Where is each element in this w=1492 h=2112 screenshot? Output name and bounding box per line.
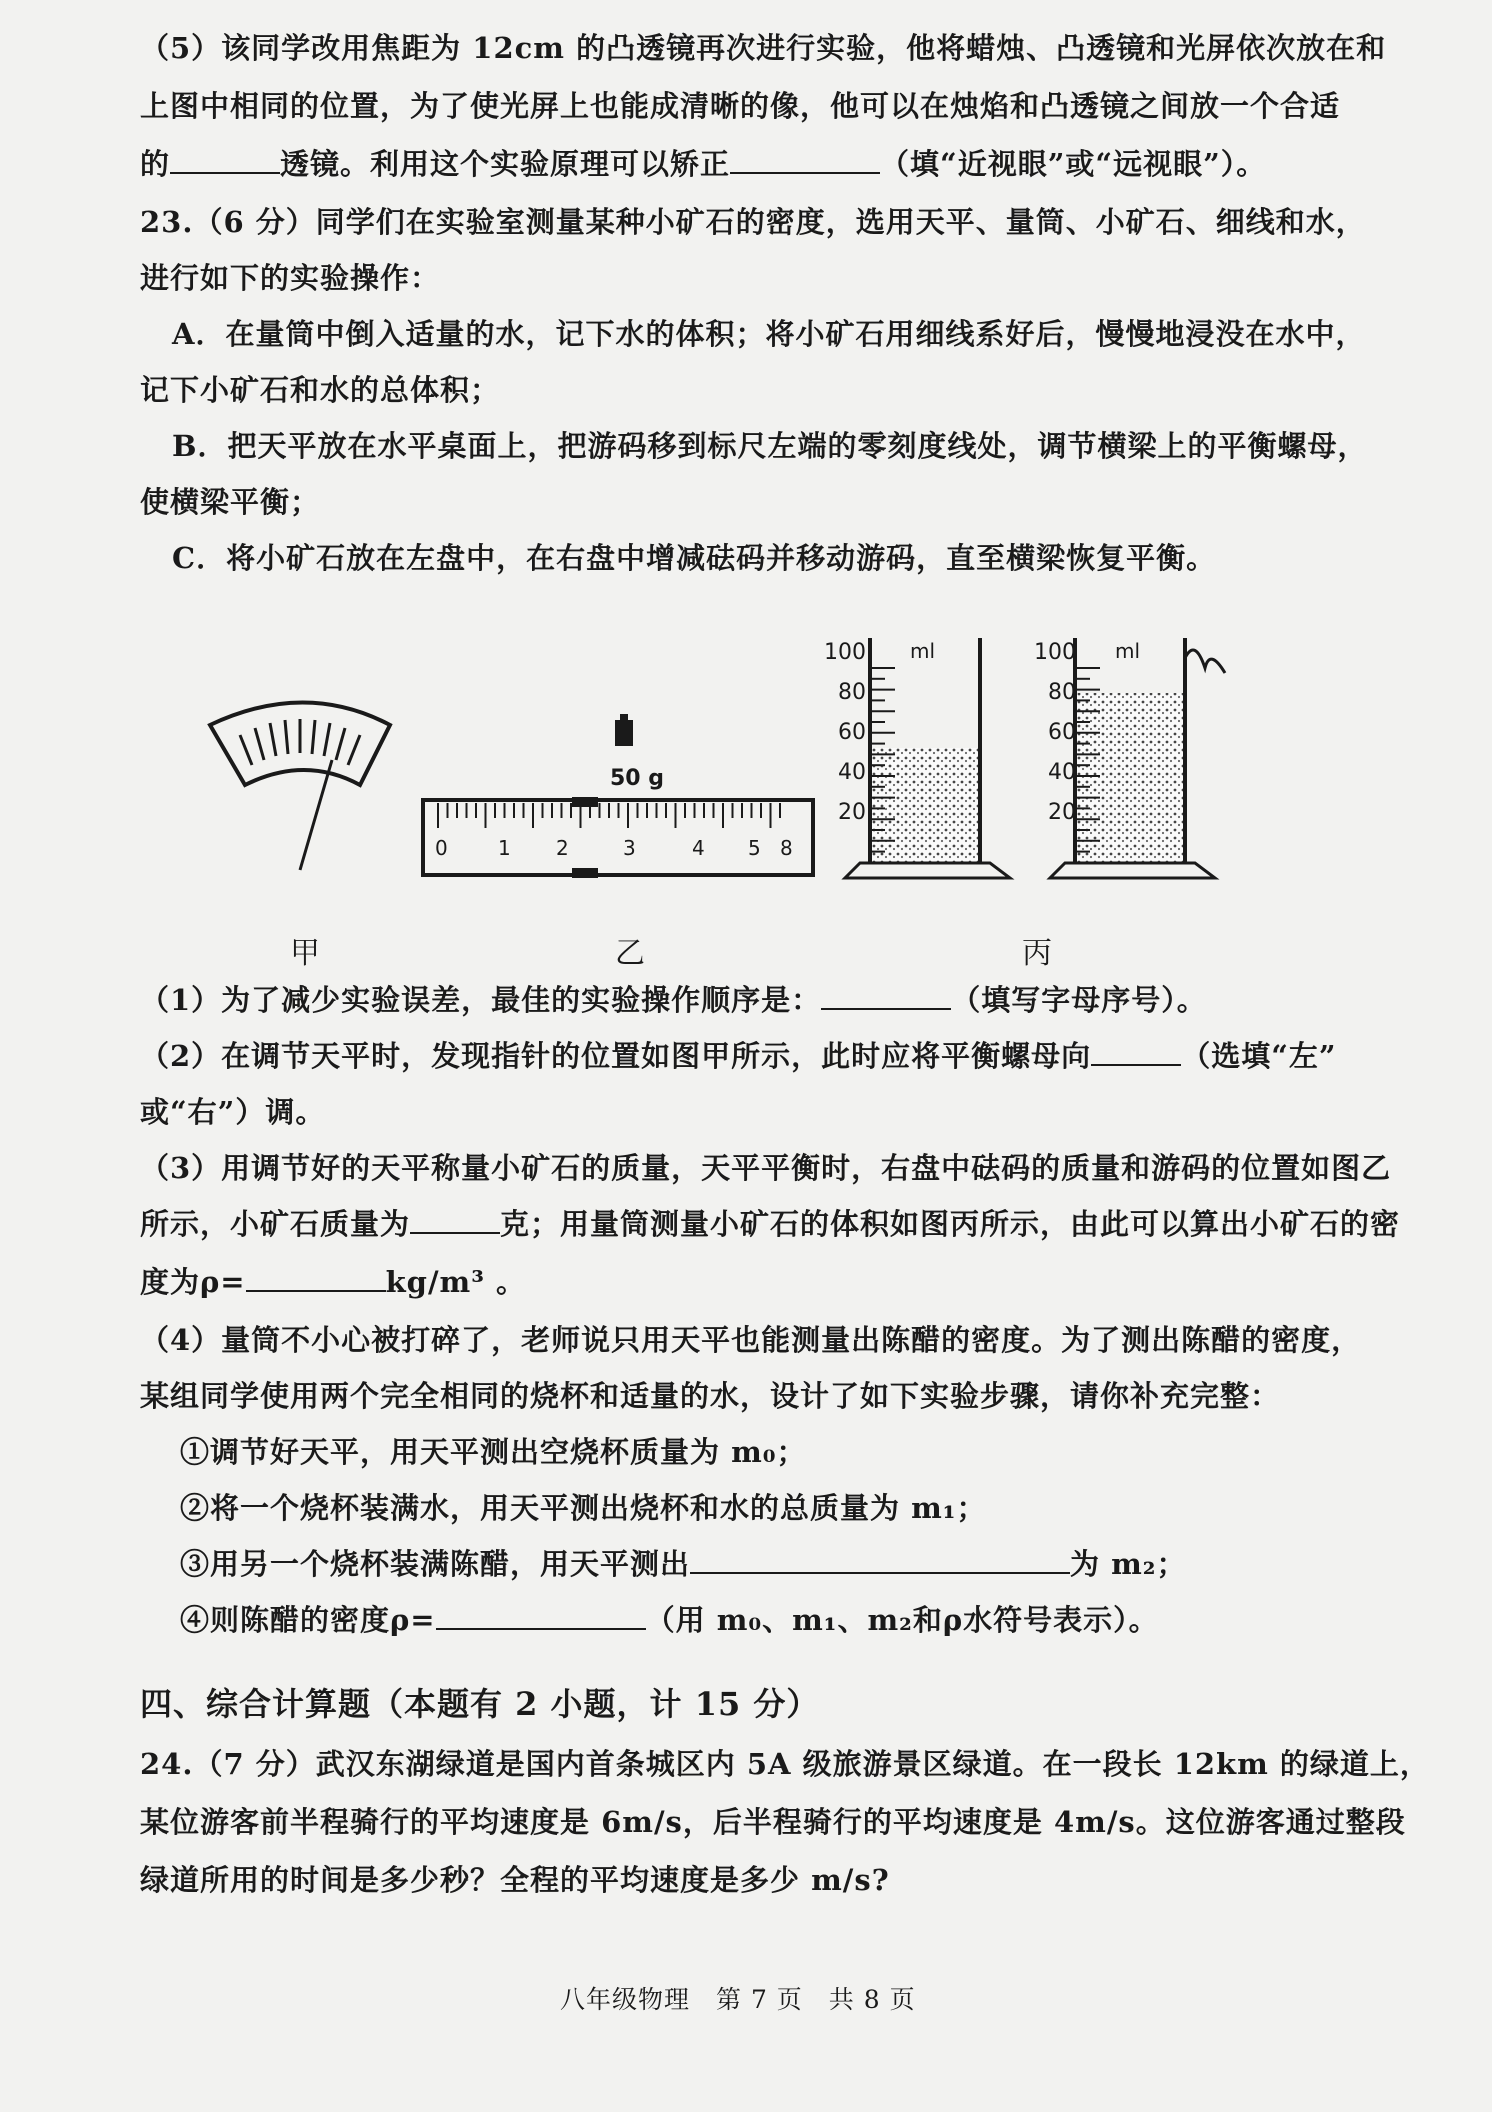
q23-part3-text-d: kg/m³ 。 xyxy=(385,1265,527,1299)
ruler-number: 3 xyxy=(623,836,636,860)
q24-line3: 绿道所用的时间是多少秒？全程的平均速度是多少 m/s? xyxy=(140,1863,890,1897)
figure-yi-rider-scale xyxy=(420,700,820,890)
q23-step-a-line2: 记下小矿石和水的总体积； xyxy=(140,373,501,407)
page-footer: 八年级物理 第 7 页 共 8 页 xyxy=(560,1985,916,2014)
q22-5-text-a: 的 xyxy=(140,147,171,181)
cylinder-scale-label: 80 xyxy=(1048,680,1076,705)
ruler-number: 5 xyxy=(748,836,761,860)
answer-blank[interactable] xyxy=(730,144,880,174)
ruler-number: 2 xyxy=(556,836,569,860)
ruler-number: 1 xyxy=(498,836,511,860)
q23-part4-line1: （4）量筒不小心被打碎了，老师说只用天平也能测量出陈醋的密度。为了测出陈醋的密度， xyxy=(140,1323,1362,1357)
cylinder-scale-label: 100 xyxy=(824,640,866,665)
figure-jia-balance-pointer xyxy=(200,690,410,880)
q23-step-b-line1: B．把天平放在水平桌面上，把游码移到标尺左端的零刻度线处，调节横梁上的平衡螺母， xyxy=(172,429,1368,463)
rider-marker xyxy=(572,797,598,807)
figure-label-jia: 甲 xyxy=(290,936,320,971)
figure-bing-cylinder-stone xyxy=(1045,628,1245,888)
cylinder-unit: ml xyxy=(1115,639,1141,663)
q23-part4-step2: ②将一个烧杯装满水，用天平测出烧杯和水的总质量为 m₁； xyxy=(180,1491,987,1525)
q23-step-b-line2: 使横梁平衡； xyxy=(140,485,321,519)
figure-label-bing: 丙 xyxy=(1022,936,1052,971)
q23-part4-step1: ①调节好天平，用天平测出空烧杯质量为 m₀； xyxy=(180,1435,807,1469)
answer-blank[interactable] xyxy=(410,1204,500,1234)
ruler-number: 0 xyxy=(435,836,448,860)
ruler-number: 4 xyxy=(692,836,705,860)
q23-part3-line3 xyxy=(140,1262,526,1302)
cylinder-scale-label: 20 xyxy=(1048,800,1076,825)
cylinder-scale-label: 60 xyxy=(838,720,866,745)
q23-part1-text-b: （填写字母序号）。 xyxy=(951,983,1207,1017)
q23-step-c: C．将小矿石放在左盘中，在右盘中增减砝码并移动游码，直至横梁恢复平衡。 xyxy=(172,541,1217,575)
ruler-number: 8 xyxy=(780,836,793,860)
cylinder-scale-label: 40 xyxy=(838,760,866,785)
q22-5-line3 xyxy=(140,144,1266,184)
q23-part2-text-b: （选填“左” xyxy=(1181,1039,1337,1073)
q23-step4-text-b: （用 m₀、m₁、m₂和ρ水符号表示）。 xyxy=(645,1603,1159,1637)
q23-part4-step3 xyxy=(180,1544,1187,1584)
q23-part1 xyxy=(140,980,1207,1020)
cylinder-scale-label: 100 xyxy=(1034,640,1076,665)
q22-5-text-c: （填“近视眼”或“远视眼”）。 xyxy=(880,147,1267,181)
q22-5-line2: 上图中相同的位置，为了使光屏上也能成清晰的像，他可以在烛焰和凸透镜之间放一个合适 xyxy=(140,89,1341,123)
q23-part3-line2 xyxy=(140,1204,1400,1244)
section4-title: 四、综合计算题（本题有 2 小题，计 15 分） xyxy=(140,1685,820,1723)
q23-part1-text-a: （1）为了减少实验误差，最佳的实验操作顺序是： xyxy=(140,983,822,1017)
q22-5-text-b: 透镜。利用这个实验原理可以矫正 xyxy=(280,147,731,181)
q22-5-line1: （5）该同学改用焦距为 12cm 的凸透镜再次进行实验，他将蜡烛、凸透镜和光屏依次放在和 xyxy=(140,31,1387,65)
q23-part4-step4 xyxy=(180,1600,1159,1640)
q24-line2: 某位游客前半程骑行的平均速度是 6m/s，后半程骑行的平均速度是 4m/s。这位游客通过整段 xyxy=(140,1805,1406,1839)
q23-part3-text-c: 度为ρ= xyxy=(140,1265,246,1299)
thread-line xyxy=(1185,650,1225,673)
q23-step-a-line1: A．在量筒中倒入适量的水，记下水的体积；将小矿石用细线系好后，慢慢地浸没在水中， xyxy=(172,317,1366,351)
q23-part2 xyxy=(140,1036,1337,1076)
q23-part2-text-a: （2）在调节天平时，发现指针的位置如图甲所示，此时应将平衡螺母向 xyxy=(140,1039,1092,1073)
q24-line1: 24.（7 分）武汉东湖绿道是国内首条城区内 5A 级旅游景区绿道。在一段长 12km 的绿道上， xyxy=(140,1747,1430,1781)
q23-part3-text-b: 克；用量筒测量小矿石的体积如图丙所示，由此可以算出小矿石的密 xyxy=(500,1207,1401,1241)
figure-bing-cylinder-water xyxy=(840,628,1030,888)
weight-label: 50 g xyxy=(610,766,665,791)
answer-blank[interactable] xyxy=(690,1544,1070,1574)
q23-part3-line1: （3）用调节好的天平称量小矿石的质量，天平平衡时，右盘中砝码的质量和游码的位置如图乙 xyxy=(140,1151,1392,1185)
cylinder-scale-label: 80 xyxy=(838,680,866,705)
q23-part2-cont: 或“右”）调。 xyxy=(140,1095,326,1129)
q23-step3-text-a: ③用另一个烧杯装满陈醋，用天平测出 xyxy=(180,1547,691,1581)
q23-step3-text-b: 为 m₂； xyxy=(1070,1547,1187,1581)
q23-heading-line2: 进行如下的实验操作： xyxy=(140,261,441,295)
cylinder-unit: ml xyxy=(910,639,936,663)
answer-blank[interactable] xyxy=(246,1262,386,1292)
figure-label-yi: 乙 xyxy=(615,936,645,971)
answer-blank[interactable] xyxy=(436,1600,646,1630)
q23-step4-text-a: ④则陈醋的密度ρ= xyxy=(180,1603,436,1637)
cylinder-scale-label: 40 xyxy=(1048,760,1076,785)
q23-part3-text-a: 所示，小矿石质量为 xyxy=(140,1207,411,1241)
cylinder-scale-label: 20 xyxy=(838,800,866,825)
answer-blank[interactable] xyxy=(821,980,951,1010)
q23-heading-line1: 23.（6 分）同学们在实验室测量某种小矿石的密度，选用天平、量筒、小矿石、细线和水， xyxy=(140,205,1366,239)
cylinder-scale-label: 60 xyxy=(1048,720,1076,745)
q23-part4-line2: 某组同学使用两个完全相同的烧杯和适量的水，设计了如下实验步骤，请你补充完整： xyxy=(140,1379,1281,1413)
answer-blank[interactable] xyxy=(170,144,280,174)
answer-blank[interactable] xyxy=(1091,1036,1181,1066)
weight-50g-icon xyxy=(615,720,633,746)
